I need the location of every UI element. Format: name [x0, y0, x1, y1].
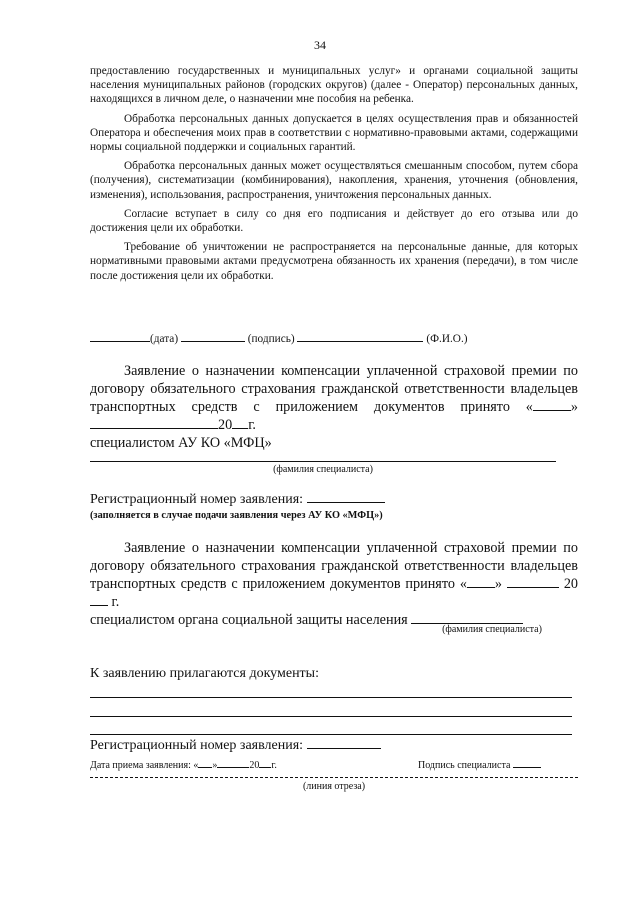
consent-paragraph: Обработка персональных данных может осуществляться смешанным способом, путем сбора (получения), систематизации (комбинирования), накопления, хранения, уточнения (обновления, изменения), использования, распространения, уничтожения персональных данных.: [90, 160, 578, 201]
registration-number-blank[interactable]: [307, 737, 381, 749]
signature-line: [90, 330, 578, 345]
cut-line-caption: (линия отреза): [302, 781, 366, 792]
registration-number-2: Регистрационный номер заявления:: [90, 737, 381, 754]
page-number: 34: [314, 38, 326, 52]
specialist-signature: Подпись специалиста: [418, 756, 541, 771]
receipt-date: Дата приема заявления: « » 20 г.: [90, 756, 277, 771]
year-blank[interactable]: [90, 594, 108, 606]
signature-blank[interactable]: [181, 330, 245, 342]
social-statement-text: Заявление о назначении компенсации уплаченной страховой премии по договору обязательного страхования гражданской ответственности владельцев транспортных средств с приложением документов принято « » 20 г.: [90, 540, 579, 610]
date-blank[interactable]: [90, 330, 150, 342]
consent-paragraph: предоставлению государственных и муниципальных услуг» и органами социальной защиты населения муниципальных районов (городских округов) (далее - Оператор) персональных данных, находящихся в личном деле, о назначении мне пособия на ребенка.: [90, 65, 578, 106]
specialist-signature-blank[interactable]: [513, 756, 541, 768]
social-specialist-text: специалистом органа социальной защиты населения: [90, 611, 578, 629]
consent-paragraph: Обработка персональных данных допускается в целях осуществления прав и обязанностей Оператора и обеспечения моих прав в соответствии с нормативно-правовыми актами, содержащими нормы социальной поддержки и социальных гарантий.: [90, 112, 578, 154]
registration-note: (заполняется в случае подачи заявления через АУ КО «МФЦ»): [90, 510, 383, 521]
attachment-line[interactable]: [90, 734, 572, 735]
consent-paragraph: Согласие вступает в силу со дня его подписания и действует до его отзыва или до достижения цели их обработки.: [90, 207, 578, 235]
day-blank[interactable]: [467, 576, 495, 588]
mfc-statement: [90, 362, 578, 452]
year-blank[interactable]: [232, 417, 248, 429]
month-blank[interactable]: [217, 756, 249, 768]
month-blank[interactable]: [507, 576, 559, 588]
mfc-specialist-line[interactable]: [90, 461, 556, 462]
consent-text: [90, 64, 578, 288]
mfc-specialist-text: специалистом АУ КО «МФЦ»: [90, 435, 272, 451]
registration-number-1: Регистрационный номер заявления:: [90, 491, 385, 508]
mfc-specialist-caption: (фамилия специалиста): [273, 464, 373, 475]
fio-blank[interactable]: [297, 330, 423, 342]
attachments-label: К заявлению прилагаются документы:: [90, 666, 319, 681]
day-blank[interactable]: [533, 399, 571, 411]
date-label: (дата): [150, 333, 179, 345]
signature-label: (подпись): [247, 333, 295, 345]
attachment-line[interactable]: [90, 697, 572, 698]
social-statement: [90, 539, 578, 629]
year-blank[interactable]: [259, 756, 271, 768]
fio-label: (Ф.И.О.): [426, 333, 468, 345]
consent-paragraph: Требование об уничтожении не распространяется на персональные данные, для которых нормативными правовыми актами предусмотрена обязанность их хранения (передачи), в том числе после достижения цели их обработки.: [90, 241, 578, 282]
mfc-statement-text: Заявление о назначении компенсации уплаченной страховой премии по договору обязательного страхования гражданской ответственности владельцев транспортных средств с приложением документов принято « »20 г.: [90, 363, 578, 433]
month-blank[interactable]: [90, 417, 218, 429]
social-specialist-blank[interactable]: [411, 612, 523, 624]
social-specialist-caption: (фамилия специалиста): [442, 624, 542, 635]
cut-line: [90, 777, 578, 778]
registration-number-blank[interactable]: [307, 491, 385, 503]
day-blank[interactable]: [198, 756, 212, 768]
attachment-line[interactable]: [90, 716, 572, 717]
